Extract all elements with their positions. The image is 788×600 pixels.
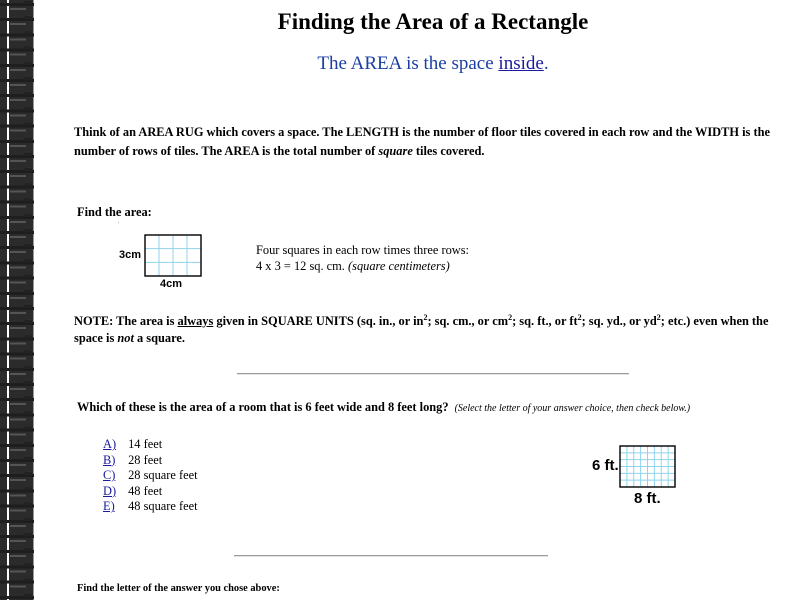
choice-b (103, 453, 198, 469)
note-always: always (177, 314, 214, 329)
choice-b-link[interactable]: B) (103, 452, 116, 467)
room-rectangle-grid (619, 445, 676, 488)
choice-c-text: 28 square feet (128, 468, 198, 483)
question-text (77, 400, 690, 415)
small-mark: ' (118, 222, 120, 228)
note-sup-in: 2 (423, 313, 428, 322)
example-width-label: 4cm (160, 278, 183, 290)
divider-1 (237, 373, 629, 375)
note-not: not (117, 331, 134, 346)
choice-c (103, 468, 198, 484)
choice-c-link[interactable]: C) (103, 468, 116, 483)
answer-choices (103, 437, 198, 515)
intro-italic: square (378, 144, 413, 158)
example-explanation (256, 242, 469, 274)
note-sup-ft: 2 (577, 313, 582, 322)
subtitle-suffix: . (543, 53, 549, 74)
choice-e-text: 48 square feet (128, 499, 198, 514)
note-text-d: ; sq. cm., or cm (427, 314, 509, 329)
note-sup-cm: 2 (508, 313, 513, 322)
choice-b-text: 28 feet (128, 452, 163, 467)
note-text-a: NOTE: The area is (74, 314, 178, 329)
find-area-label: Find the area: (77, 205, 152, 219)
explanation-line-2 (256, 258, 469, 274)
note-text-g: ; etc.) even when the space is (74, 314, 769, 346)
choice-d (103, 484, 198, 500)
note-text-i: a square. (133, 331, 185, 346)
choice-a (103, 437, 198, 453)
choice-e-link[interactable]: E) (103, 499, 115, 514)
explanation-line-1: Four squares in each row times three rows: (256, 243, 469, 257)
question-label: Which of these is the area of a room that is 6 feet wide and 8 feet long? (77, 400, 449, 414)
divider-2 (234, 555, 548, 557)
page-title: Finding the Area of a Rectangle (277, 9, 589, 34)
choice-d-text: 48 feet (128, 483, 163, 498)
note-sup-yd: 2 (656, 313, 661, 322)
intro-text-2: tiles covered. (412, 144, 485, 158)
intro-paragraph (74, 123, 784, 161)
inside-link[interactable]: inside (498, 53, 544, 74)
choice-d-link[interactable]: D) (103, 483, 117, 498)
note-paragraph (74, 309, 786, 347)
example-height-label: 3cm (119, 249, 142, 261)
room-height-label: 6 ft. (592, 457, 619, 474)
explanation-unit: (square centimeters) (348, 259, 450, 273)
choice-e (103, 499, 198, 515)
subtitle-prefix: The AREA is the space (317, 53, 499, 74)
note-text-f: ; sq. yd., or yd (581, 314, 657, 329)
find-letter-text: Find the letter of the answer you chose above: (77, 583, 280, 594)
explanation-equation: 4 x 3 = 12 sq. cm. (256, 259, 348, 273)
question-hint: (Select the letter of your answer choice, then check below.) (454, 403, 691, 414)
room-width-label: 8 ft. (634, 490, 661, 507)
choice-a-link[interactable]: A) (103, 437, 117, 451)
example-rectangle-grid (144, 234, 202, 277)
subtitle (0, 53, 788, 75)
note-text-e: ; sq. ft., or ft (512, 314, 578, 329)
intro-text-1: Think of an AREA RUG which covers a space. The LENGTH is the number of floor tiles covered in each row and the WIDTH is the number of rows of tiles. The AREA is the total number of (74, 125, 770, 158)
choice-a-text: 14 feet (128, 437, 163, 451)
binding-rings-right (24, 0, 32, 600)
note-text-c: given in SQUARE UNITS (sq. in., or in (213, 314, 424, 329)
